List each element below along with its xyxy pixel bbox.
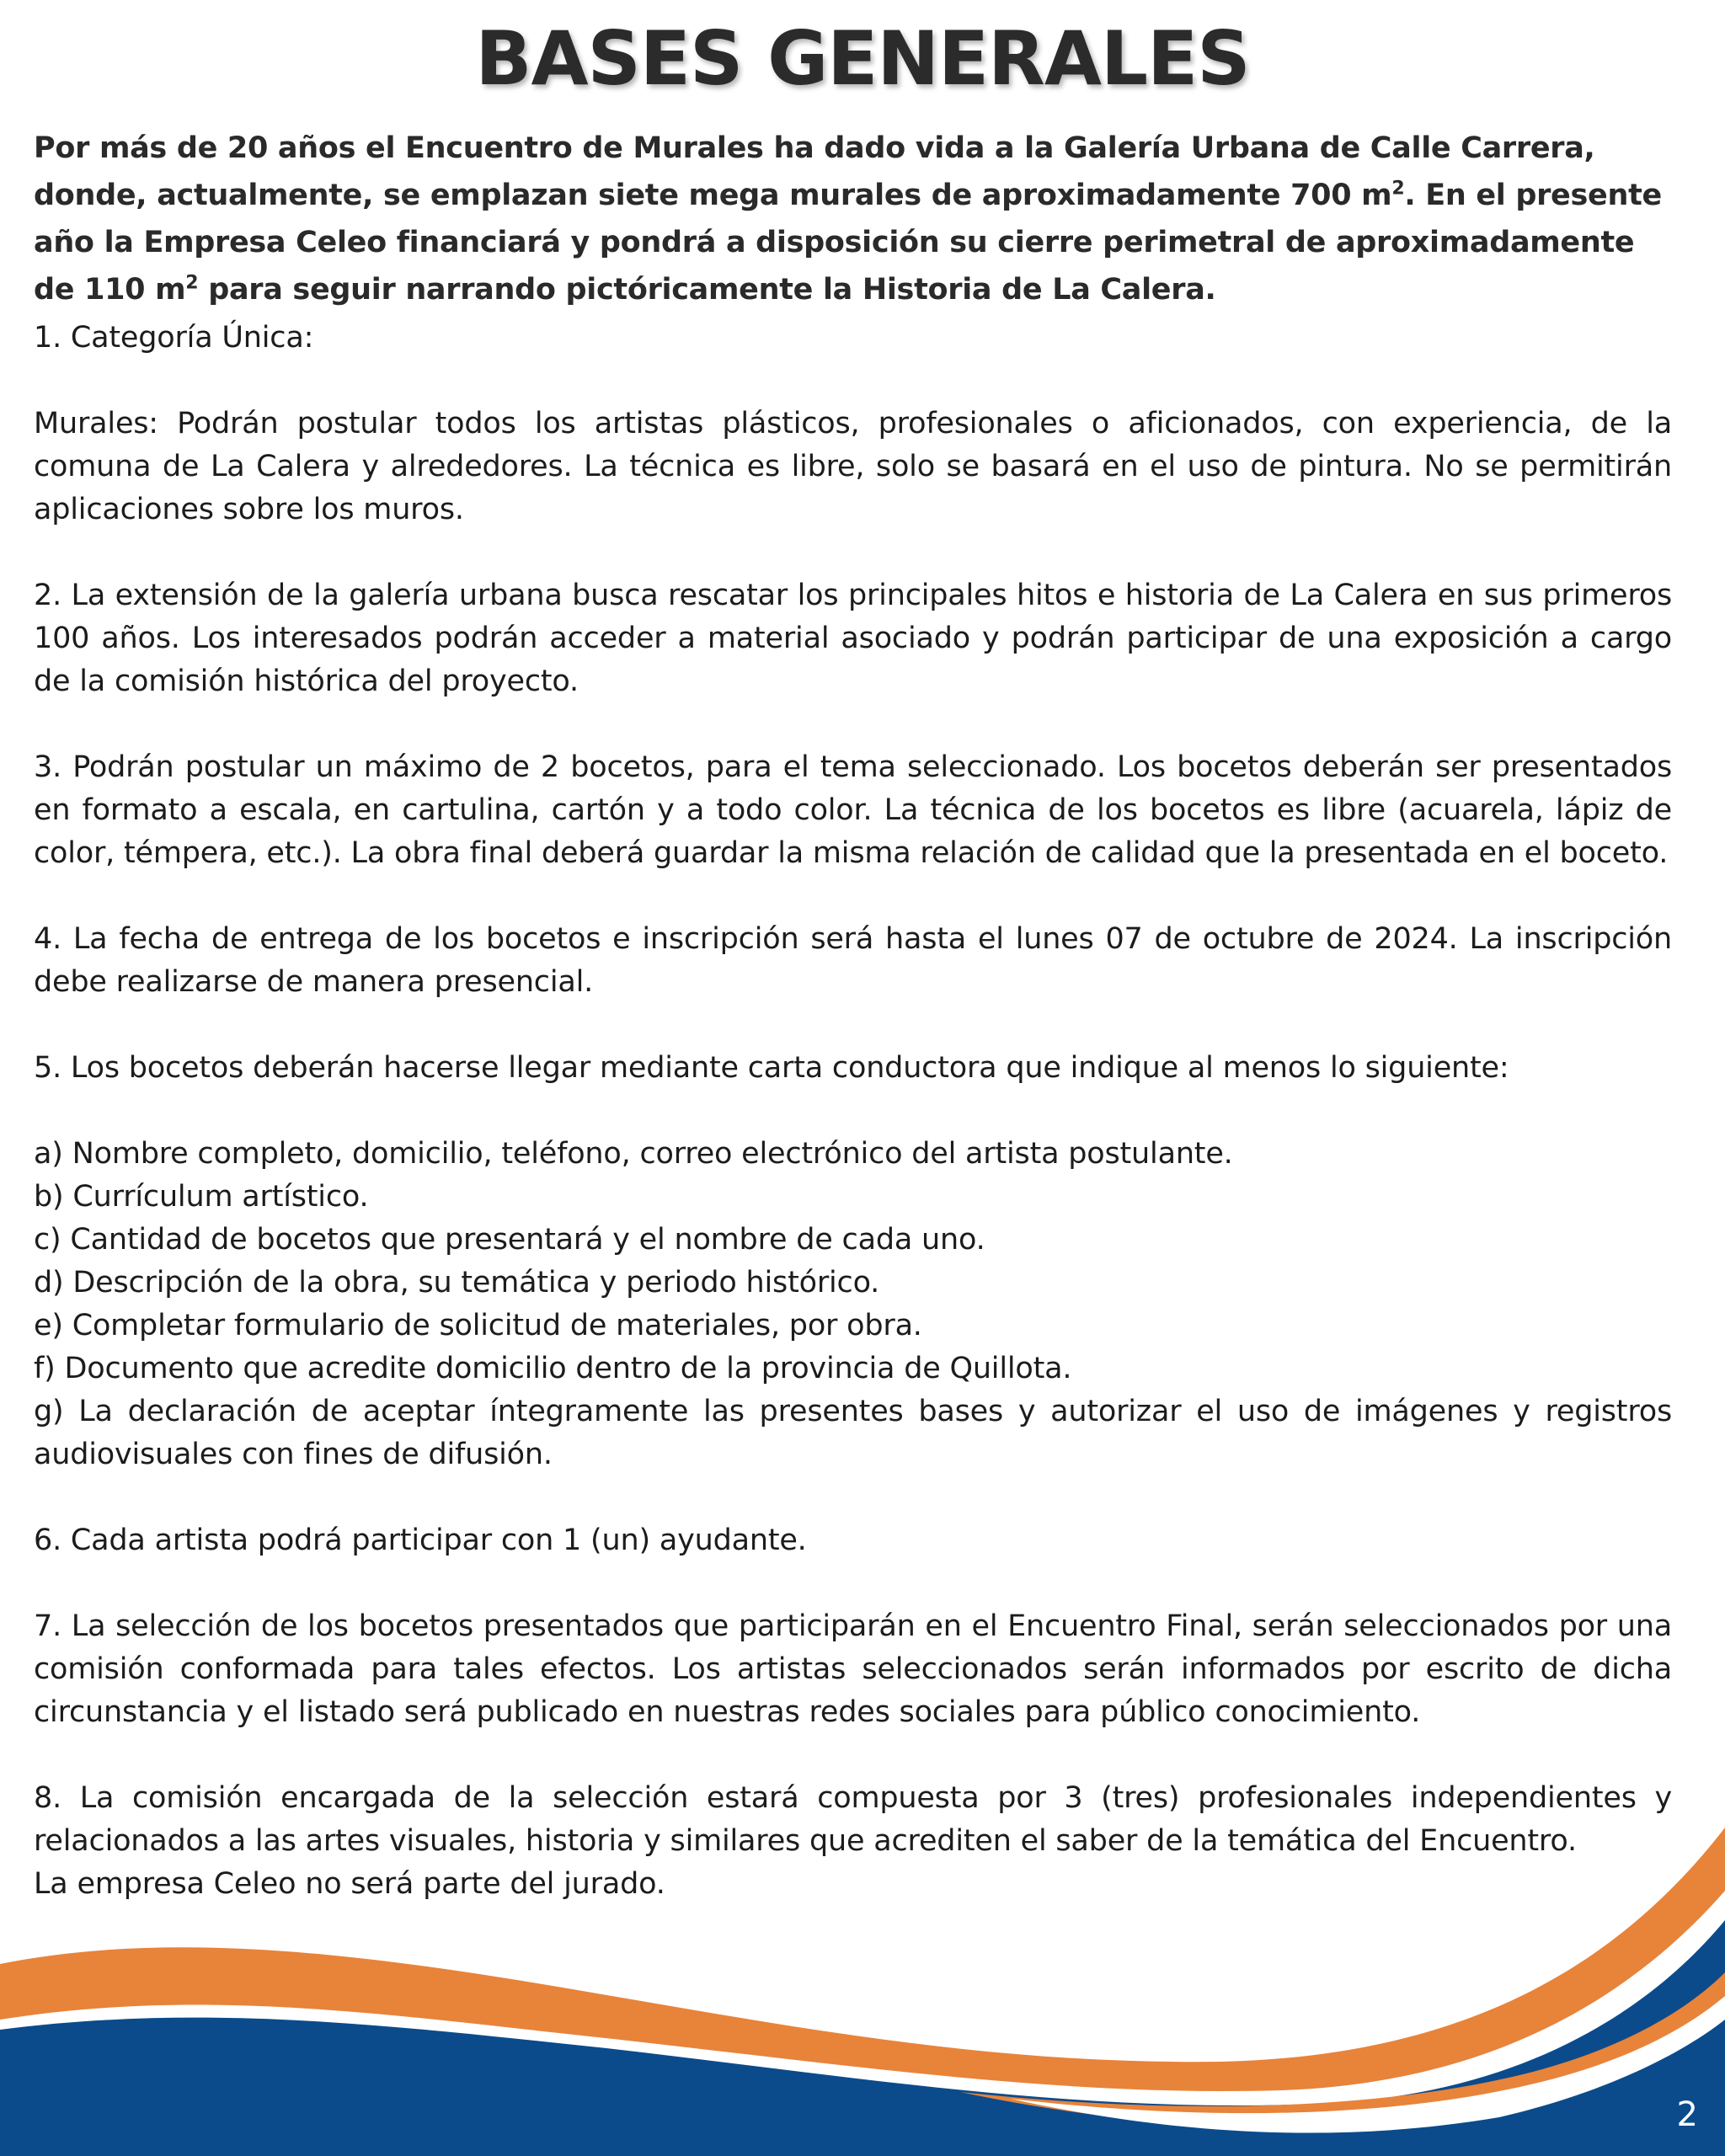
list-item: f) Documento que acredite domicilio dentro de la provincia de Quillota. [34, 1352, 1072, 1385]
item-2-paragraph: 2. La extensión de la galería urbana busca rescatar los principales hitos e historia de La Calera en sus primeros 100 años. Los interesados podrán acceder a material asociado y podrán participar de una exposición a cargo de la comisión histórica del proyecto. [34, 579, 1672, 698]
item-5-list [34, 1133, 1672, 1476]
item-8-note: La empresa Celeo no será parte del jurado. [34, 1867, 665, 1901]
item-7-paragraph: 7. La selección de los bocetos presentados que participarán en el Encuentro Final, serán seleccionados por una comisión conformada para tales efectos. Los artistas seleccionados serán informados por escrito de dicha circunstancia y el listado será publicado en nuestras redes sociales para público conocimiento. [34, 1609, 1672, 1729]
superscript: 2 [1391, 178, 1405, 200]
list-item: c) Cantidad de bocetos que presentará y el nombre de cada uno. [34, 1223, 985, 1257]
item-4-paragraph: 4. La fecha de entrega de los bocetos e inscripción será hasta el lunes 07 de octubre de 2024. La inscripción debe realizarse de manera presencial. [34, 922, 1672, 999]
list-item: b) Currículum artístico. [34, 1180, 369, 1214]
intro-text-1: Por más de 20 años el Encuentro de Murales ha dado vida a la Galería Urbana de Calle Carrera, donde, actualmente, se emplazan siete mega murales de aproximadamente 700 m [34, 131, 1595, 212]
intro-paragraph [34, 125, 1674, 313]
intro-text-2: . En el presente año la Empresa Celeo financiará y pondrá a disposición su cierre perimetral de aproximadamente de 110 m [34, 179, 1662, 307]
item-6-paragraph: 6. Cada artista podrá participar con 1 (un) ayudante. [34, 1524, 807, 1557]
list-item: e) Completar formulario de solicitud de materiales, por obra. [34, 1309, 922, 1342]
list-item: a) Nombre completo, domicilio, teléfono, correo electrónico del artista postulante. [34, 1137, 1233, 1171]
bases-body [34, 317, 1672, 1949]
item-5-paragraph: 5. Los bocetos deberán hacerse llegar mediante carta conductora que indique al menos lo siguiente: [34, 1051, 1509, 1085]
intro-text-3: para seguir narrando pictóricamente la Historia de La Calera. [198, 273, 1216, 307]
superscript: 2 [185, 272, 199, 294]
list-item: g) La declaración de aceptar íntegramente las presentes bases y autorizar el uso de imágenes y registros audiovisuales con fines de difusión. [34, 1395, 1672, 1471]
item-8-paragraph: 8. La comisión encargada de la selección estará compuesta por 3 (tres) profesionales independientes y relacionados a las artes visuales, historia y similares que acrediten el saber de la temática del Encuentro. [34, 1781, 1672, 1858]
footer-wave-decoration [0, 1752, 1725, 2156]
murales-paragraph: Murales: Podrán postular todos los artistas plásticos, profesionales o aficionados, con experiencia, de la comuna de La Calera y alrededores. La técnica es libre, solo se basará en el uso de pintura. No se permitirán aplicaciones sobre los muros. [34, 407, 1672, 526]
category-heading: 1. Categoría Única: [34, 321, 314, 355]
page-title: BASES GENERALES [475, 15, 1250, 102]
list-item: d) Descripción de la obra, su temática y periodo histórico. [34, 1266, 880, 1299]
page-number: 2 [1676, 2095, 1698, 2134]
item-3-paragraph: 3. Podrán postular un máximo de 2 bocetos, para el tema seleccionado. Los bocetos deberán ser presentados en formato a escala, en cartulina, cartón y a todo color. La técnica de los bocetos es libre (acuarela, lápiz de color, témpera, etc.). La obra final deberá guardar la misma relación de calidad que la presentada en el boceto. [34, 750, 1672, 870]
